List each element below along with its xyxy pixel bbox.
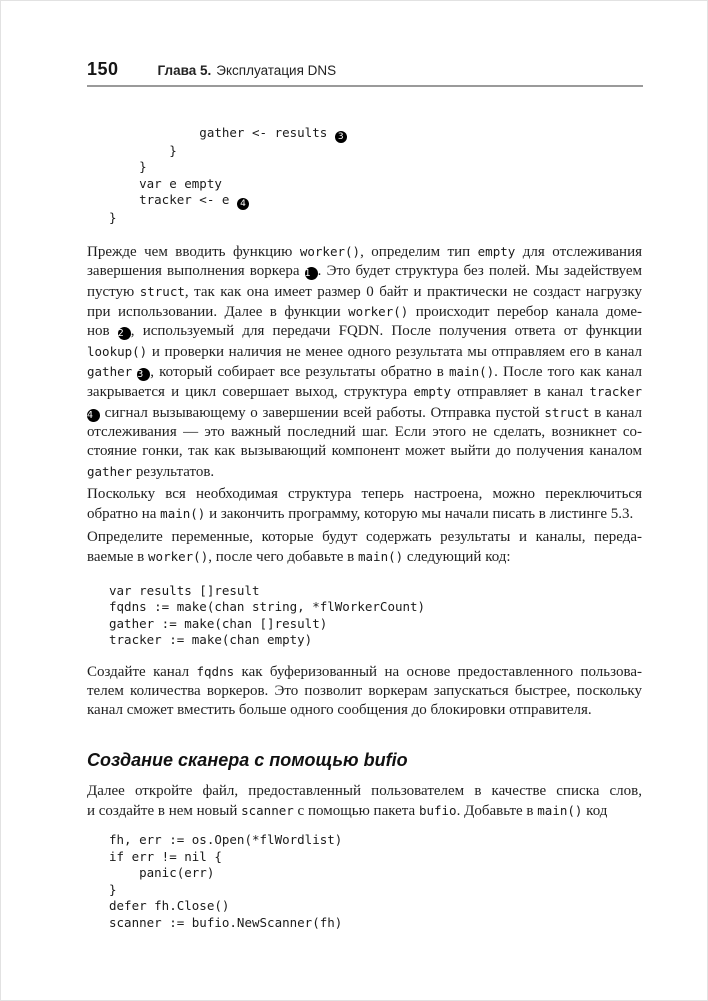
body-text: , после чего добавьте в: [208, 549, 358, 566]
header-rule: [87, 85, 643, 87]
inline-code: empty: [477, 244, 516, 259]
body-text: стояние гонки, так как вызывающий компонент может выйти до получения каналом: [87, 443, 642, 460]
inline-code: defer fh.Close(): [109, 898, 230, 914]
body-text: следующий код:: [403, 549, 511, 566]
text-line: [87, 262, 642, 281]
text-line: [109, 159, 642, 176]
body-text: сигнал вызывающему о завершении всей работы. Отправка пустой: [100, 404, 545, 421]
body-text: код: [582, 802, 608, 819]
body-text: отслеживания — это важный последний шаг. Если этого не сделать, возникнет со-: [87, 424, 642, 441]
text-line: [109, 849, 642, 866]
inline-code: main(): [358, 549, 404, 565]
body-text: для отслеживания: [515, 244, 642, 260]
body-text: отправляет в канал: [451, 384, 590, 401]
inline-code: lookup(): [87, 343, 148, 359]
text-line: [87, 547, 642, 567]
text-line: [109, 632, 642, 649]
body-text: происходит перебор канала доме-: [408, 304, 642, 321]
inline-code: main(): [160, 506, 206, 522]
inline-code: panic(err): [109, 865, 215, 881]
body-text: . Добавьте в: [456, 802, 538, 819]
inline-code: gather: [87, 463, 133, 479]
code-listing-scanner: [109, 832, 642, 931]
body-text: результатов.: [132, 463, 215, 480]
text-line: [87, 528, 642, 547]
body-text: телем количества воркеров. Это позволит воркерам запускаться быстрее, поскольку: [87, 682, 642, 699]
body-text: закрывается и цикл совершает выход, структура: [87, 384, 414, 401]
body-text: . После того как канал: [494, 364, 643, 381]
text-line: [87, 242, 642, 262]
text-line: [109, 915, 642, 932]
inline-code: fh, err := os.Open(*flWordlist): [109, 832, 343, 848]
body-text: и закончить программу, которую мы начали писать в листинге 5.3.: [205, 506, 634, 523]
body-text: Далее откройте файл, предоставленный пользователем в качестве списка слов,: [87, 782, 642, 799]
inline-code: fqdns := make(chan string, *flWorkerCount): [109, 599, 426, 614]
inline-code: gather <- results: [109, 125, 335, 140]
text-line: [109, 143, 642, 160]
paragraph-fqdns-buffered: [87, 662, 642, 721]
inline-code: tracker: [589, 384, 642, 400]
body-text: пустую: [87, 283, 140, 300]
inline-code: struct: [544, 404, 590, 420]
text-line: [109, 583, 642, 600]
text-line: [87, 282, 642, 302]
text-line: [109, 176, 642, 193]
body-text: Определите переменные, которые будут содержать результаты и каналы, переда-: [87, 528, 642, 545]
code-listing-main-variables: [109, 583, 642, 649]
body-text: , так как она имеет размер 0 байт и практически не создаст нагрузку: [184, 283, 642, 300]
chapter-heading: [158, 63, 337, 78]
chapter-title: Эксплуатация DNS: [216, 63, 337, 78]
inline-code: var e empty: [109, 175, 222, 191]
body-text: в канал: [589, 404, 643, 421]
inline-code: worker(): [299, 244, 361, 259]
inline-code: main(): [449, 364, 495, 380]
paragraph-define-variables: [87, 528, 642, 568]
inline-code: if err != nil {: [109, 848, 222, 864]
body-text: . Это будет структура без полей. Мы задействуем: [317, 263, 642, 280]
chapter-label: Глава 5.: [157, 63, 212, 78]
text-line: [109, 192, 642, 210]
paragraph-open-wordlist: [87, 782, 642, 822]
body-text: Создайте канал: [87, 663, 197, 680]
body-text: и проверки наличия не менее одного результата мы отправляем его в канал: [147, 343, 642, 360]
text-line: [87, 782, 642, 801]
text-line: [109, 616, 642, 633]
body-text: , который собирает все результаты обратно в: [150, 364, 449, 381]
body-text: ваемые в: [87, 549, 149, 566]
inline-code: }: [109, 142, 177, 158]
body-text: канал сможет вместить больше одного сообщения до блокировки отправителя.: [87, 702, 592, 719]
text-line: [87, 423, 642, 442]
body-text: нов: [87, 323, 118, 340]
body-text: как буферизованный на основе предоставленного пользова-: [234, 663, 642, 680]
section-heading-bufio: Создание сканера с помощью bufio: [87, 749, 408, 770]
text-line: [109, 125, 642, 143]
body-text: Поскольку вся необходимая структура теперь настроена, можно переключиться: [87, 486, 642, 503]
paragraph-switch-to-main: [87, 485, 642, 525]
inline-code: }: [109, 881, 117, 897]
body-text: при использовании. Далее в функции: [87, 304, 349, 321]
body-text: с помощью пакета: [293, 802, 419, 819]
circled-number-badge: 4: [237, 198, 249, 210]
text-line: [87, 322, 642, 341]
page-number: 150: [87, 59, 119, 79]
circled-number-badge: 1: [305, 267, 318, 280]
text-line: [87, 403, 642, 423]
text-line: [109, 865, 642, 882]
inline-code: tracker := make(chan empty): [109, 632, 313, 647]
text-line: [87, 504, 642, 524]
text-line: [87, 682, 642, 701]
text-line: [87, 342, 642, 362]
text-line: [109, 210, 642, 227]
body-text: завершения выполнения воркера: [87, 263, 305, 280]
text-line: [109, 599, 642, 616]
text-line: [109, 882, 642, 899]
circled-number-badge: 3: [137, 368, 150, 381]
inline-code: struct: [139, 283, 185, 299]
text-line: [109, 832, 642, 849]
text-line: [87, 701, 642, 720]
inline-code: }: [109, 209, 117, 225]
running-head: [87, 59, 643, 80]
inline-code: worker(): [148, 549, 209, 565]
text-line: [87, 462, 642, 482]
inline-code: tracker <- e: [109, 192, 237, 207]
inline-code: main(): [537, 802, 583, 818]
body-text: обратно на: [87, 506, 161, 523]
page-content: [1, 125, 707, 931]
inline-code: fqdns: [196, 663, 235, 679]
circled-number-badge: 4: [87, 409, 100, 422]
text-line: [87, 485, 642, 504]
circled-number-badge: 3: [335, 131, 347, 143]
inline-code: var results []result: [109, 582, 260, 598]
inline-code: scanner := bufio.NewScanner(fh): [109, 914, 343, 930]
inline-code: worker(): [348, 304, 409, 320]
inline-code: }: [109, 159, 147, 174]
text-line: [87, 382, 642, 402]
inline-code: empty: [413, 384, 452, 400]
code-listing-worker-end: [109, 125, 642, 226]
body-text: , используемый для передачи FQDN. После получения ответа от функции: [130, 323, 642, 340]
circled-number-badge: 2: [118, 327, 131, 340]
inline-code: bufio: [418, 802, 457, 818]
paragraph-worker-explanation: [87, 242, 642, 482]
body-text: и создайте в нем новый: [87, 802, 242, 819]
inline-code: gather := make(chan []result): [109, 615, 328, 631]
inline-code: gather: [87, 364, 133, 380]
body-text: , определим тип: [360, 244, 478, 260]
text-line: [87, 662, 642, 682]
text-line: [87, 302, 642, 322]
text-line: [109, 898, 642, 915]
text-line: [87, 801, 642, 821]
inline-code: scanner: [241, 802, 294, 818]
text-line: [87, 442, 642, 461]
body-text: Прежде чем вводить функцию: [87, 244, 300, 260]
text-line: [87, 362, 642, 382]
